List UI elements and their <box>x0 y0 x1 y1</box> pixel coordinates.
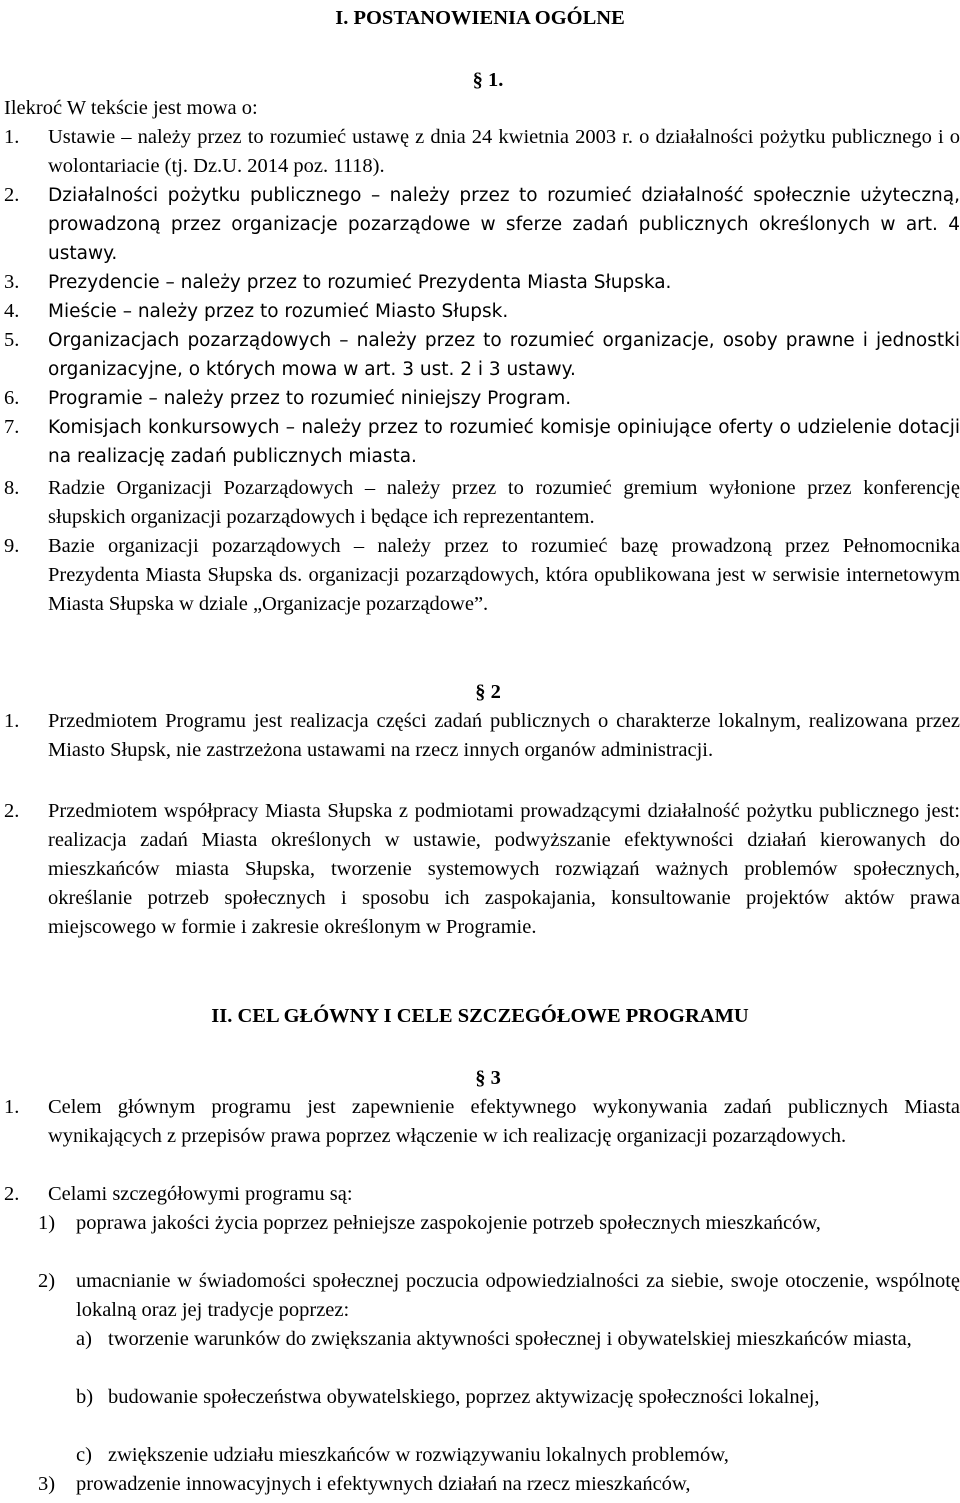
section-title: I. POSTANOWIENIA OGÓLNE <box>335 7 625 29</box>
list-item-text: Organizacjach pozarządowych – należy przez to rozumieć organizacje, osoby prawne i jednostki organizacyjne, o których mowa w art. 3 ust. 2 i 3 ustawy. <box>48 330 960 380</box>
section-sign-symbol: § <box>472 69 488 91</box>
list-item <box>0 181 960 268</box>
list-item <box>0 474 960 532</box>
list-item <box>0 1180 960 1209</box>
paragraph-number: 2 <box>490 681 501 703</box>
sub-sub-item-letter: b) <box>76 1386 94 1408</box>
sub-sub-item-text: zwiększenie udziału mieszkańców w rozwiązywaniu lokalnych problemów, <box>108 1444 729 1466</box>
list-item-text: Mieście – należy przez to rozumieć Miasto Słupsk. <box>48 301 509 322</box>
sub-sub-list-item <box>0 1441 960 1470</box>
list-item-number: 2. <box>4 800 20 822</box>
sub-sub-list-item <box>0 1383 960 1412</box>
list-item-number: 6. <box>4 387 20 409</box>
list-item-number: 2. <box>4 184 20 206</box>
list-item-text: Programie – należy przez to rozumieć niniejszy Program. <box>48 388 572 409</box>
list-item-number: 8. <box>4 477 20 499</box>
list-item <box>0 413 960 471</box>
sub-item-number: 2) <box>38 1270 56 1292</box>
intro-text: Ilekroć W tekście jest mowa o: <box>4 97 258 119</box>
list-item-text: Radzie Organizacji Pozarządowych – należy przez to rozumieć gremium wyłonione przez konferencję słupskich organizacji pozarządowych i będące ich reprezentantem. <box>48 477 960 528</box>
sub-sub-item-text: budowanie społeczeństwa obywatelskiego, poprzez aktywizację społeczności lokalnej, <box>108 1386 820 1408</box>
sub-sub-item-text: tworzenie warunków do zwiększania aktywności społecznej i obywatelskiej mieszkańców miasta, <box>108 1328 912 1350</box>
sub-sub-item-letter: a) <box>76 1328 92 1350</box>
list-item-number: 7. <box>4 416 20 438</box>
list-item-number: 1. <box>4 1096 20 1118</box>
list-item-number: 4. <box>4 300 20 322</box>
list-item-number: 1. <box>4 126 20 148</box>
sub-sub-item-letter: c) <box>76 1444 92 1466</box>
list-item-text: Działalności pożytku publicznego – należy przez to rozumieć działalność społecznie użyteczną, prowadzoną przez organizacje pozarządowe w sferze zadań publicznych określonych w art. 4 ustawy. <box>48 185 960 264</box>
list-item-text: Komisjach konkursowych – należy przez to rozumieć komisje opiniujące oferty o udzielenie dotacji na realizację zadań publicznych miasta. <box>48 417 960 467</box>
list-item-text: Ustawie – należy przez to rozumieć ustawę z dnia 24 kwietnia 2003 r. o działalności pożytku publicznego i o wolontariacie (tj. Dz.U. 2014 poz. 1118). <box>48 126 960 177</box>
sub-list-item <box>0 1267 960 1325</box>
list-item-number: 5. <box>4 329 20 351</box>
sub-item-text: umacnianie w świadomości społecznej poczucia odpowiedzialności za siebie, swoje otoczenie, wspólnotę lokalną oraz jej tradycje poprzez: <box>76 1270 960 1321</box>
paragraph-number: 3 <box>490 1067 501 1089</box>
list-item-number: 3. <box>4 271 20 293</box>
section-sign-symbol: § <box>475 1067 491 1089</box>
section-sign-symbol: § <box>475 681 491 703</box>
list-item-text: Bazie organizacji pozarządowych – należy przez to rozumieć bazę prowadzoną przez Pełnomocnika Prezydenta Miasta Słupska ds. organizacji pozarządowych, która opublikowana jest w serwisie internetowym Miasta Słupska w dziale „Organizacje pozarządowe”. <box>48 535 960 615</box>
sub-sub-list-item <box>0 1325 960 1354</box>
list-item <box>0 532 960 619</box>
sub-list-item <box>0 1470 960 1499</box>
sub-item-number: 1) <box>38 1212 56 1234</box>
sub-item-number: 3) <box>38 1473 56 1495</box>
list-item-text: Prezydencie – należy przez to rozumieć Prezydenta Miasta Słupska. <box>48 272 672 293</box>
list-item <box>0 797 960 942</box>
sub-item-text: poprawa jakości życia poprzez pełniejsze zaspokojenie potrzeb społecznych mieszkańców, <box>76 1212 821 1234</box>
sub-list-item <box>0 1209 960 1238</box>
list-item <box>0 268 960 297</box>
list-item <box>0 1093 960 1151</box>
list-item-text: Przedmiotem współpracy Miasta Słupska z podmiotami prowadzącymi działalność pożytku publicznego jest: realizacja zadań Miasta określonych w ustawie, podwyższanie efektywności działań kierowanych do mieszkańców miasta Słupska, tworzenie systemowych rozwiązań ważnych problemów społecznych, określanie potrzeb społecznych i sposobu ich zaspokajania, konsultowanie projektów aktów prawa miejscowego w formie i zakresie określonym w Programie. <box>48 800 960 938</box>
paragraph-sign-3 <box>0 1064 960 1093</box>
list-item <box>0 384 960 413</box>
list-item <box>0 297 960 326</box>
list-item-text: Celem głównym programu jest zapewnienie efektywnego wykonywania zadań publicznych Miasta wynikających z przepisów prawa poprzez włączenie w ich realizację organizacji pozarządowych. <box>48 1096 960 1147</box>
list-item-number: 2. <box>4 1183 20 1205</box>
sub-item-text: prowadzenie innowacyjnych i efektywnych działań na rzecz mieszkańców, <box>76 1473 691 1495</box>
paragraph-sign-2 <box>0 678 960 707</box>
paragraph-sign-1 <box>0 66 960 95</box>
list-item-number: 1. <box>4 710 20 732</box>
list-item-text: Przedmiotem Programu jest realizacja części zadań publicznych o charakterze lokalnym, realizowana przez Miasto Słupsk, nie zastrzeżona ustawami na rzecz innych organów administracji. <box>48 710 960 761</box>
list-item <box>0 326 960 384</box>
section-title: II. CEL GŁÓWNY I CELE SZCZEGÓŁOWE PROGRAMU <box>211 1005 749 1027</box>
list-item <box>0 123 960 181</box>
paragraph-number: 1. <box>488 69 504 91</box>
list-item-number: 9. <box>4 535 20 557</box>
list-item-text: Celami szczegółowymi programu są: <box>48 1183 353 1205</box>
list-item <box>0 707 960 765</box>
